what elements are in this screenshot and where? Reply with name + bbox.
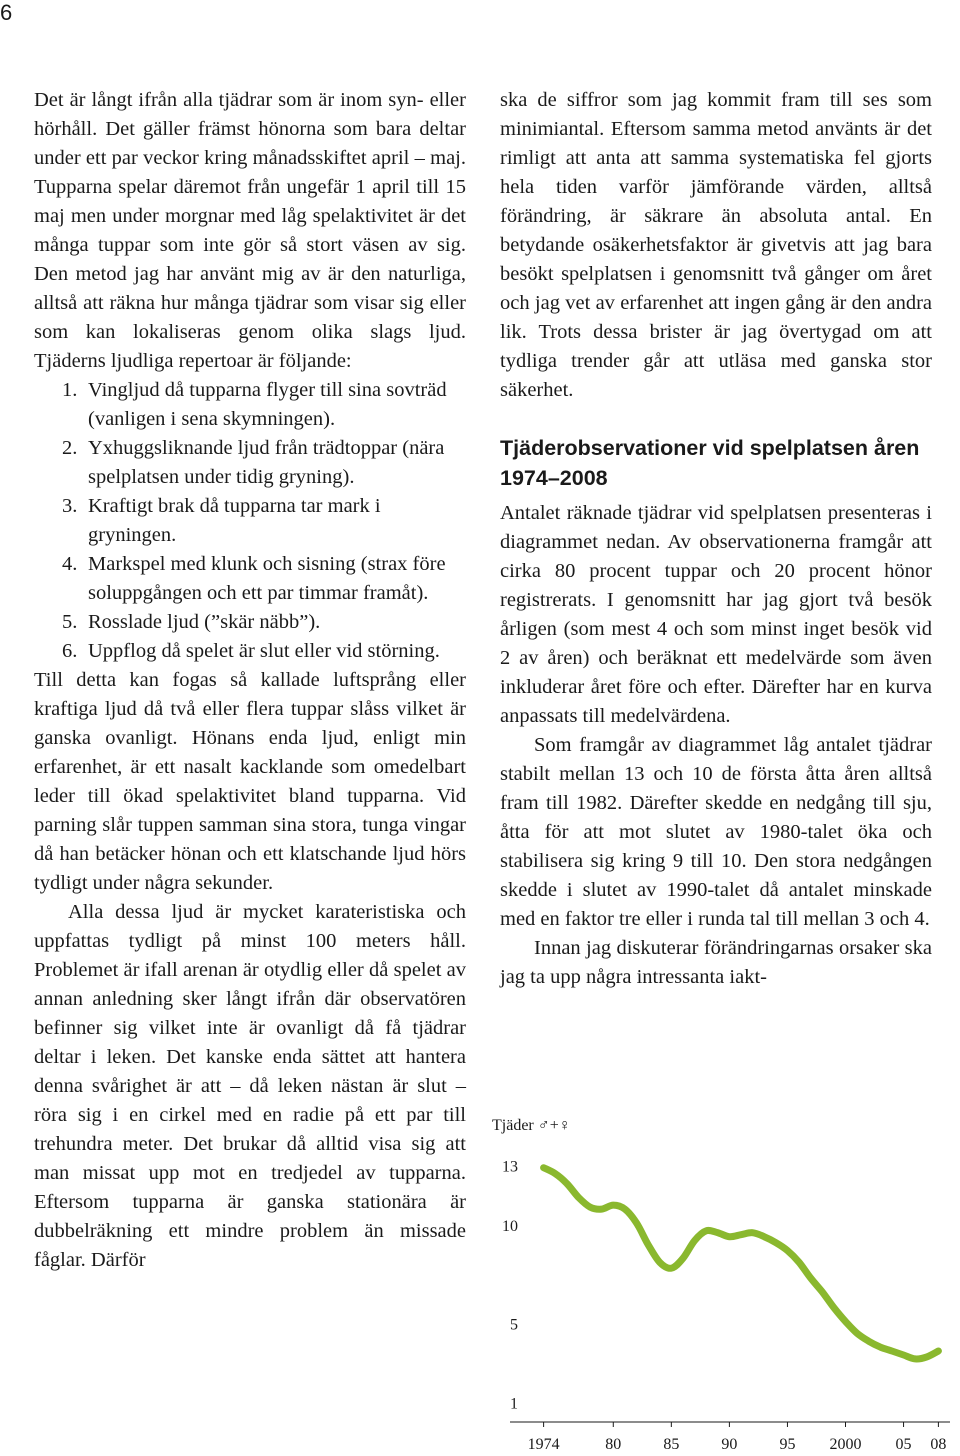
- list-item: [34, 434, 466, 492]
- list-text: Uppflog då spelet är slut eller vid störning.: [88, 640, 440, 662]
- body-paragraph: Alla dessa ljud är mycket karateristiska och uppfattas tydligt på minst 100 meters håll. Problemet är ifall arenan är otydlig eller då spelet av annan anledning sker långt ifrån där observatören befinner sig vilket inte är ovanligt då få tjädrar deltar i leken. Det kanske enda sättet att hantera denna svårighet är att – då leken nästan är slut – röra sig i en cirkel med en radie på ett par till trehundra meter. Det brukar då alltid visa sig att man missat upp mot en tredjedel av tupparna. Eftersom tupparna är ganska stationära är dubbelräkning ett mindre problem än missade fåglar. Därför: [34, 901, 466, 1271]
- grouse-count-chart: [488, 1108, 958, 1454]
- section-heading: Tjäderobservationer vid spelplatsen åren 1974–2008: [500, 436, 920, 490]
- x-tick-label: 1974: [527, 1436, 560, 1453]
- y-tick-label: 13: [502, 1158, 518, 1176]
- list-text: Markspel med klunk och sisning (strax före soluppgången och ett par timmar framåt).: [88, 553, 446, 604]
- list-text: Vingljud då tupparna flyger till sina sovträd (vanligen i sena skymningen).: [88, 379, 447, 430]
- x-tick-label: 2000: [829, 1436, 862, 1453]
- body-paragraph: Innan jag diskuterar förändringarnas orsaker ska jag ta upp några intressanta iakt-: [500, 937, 932, 988]
- left-column: [34, 86, 466, 1275]
- y-tick-label: 5: [510, 1316, 518, 1334]
- list-item: [34, 550, 466, 608]
- y-axis-label: Tjäder ♂+♀: [492, 1117, 571, 1134]
- list-item: [34, 492, 466, 550]
- y-tick-label: 1: [510, 1395, 518, 1413]
- list-text: Kraftigt brak då tupparna tar mark i gryningen.: [88, 495, 381, 546]
- list-number: 3.: [62, 495, 78, 517]
- body-paragraph: Antalet räknade tjädrar vid spelplatsen presenteras i diagrammet nedan. Av observationerna framgår att cirka 80 procent tuppar och 20 procent hönor registrerats. I genomsnitt har jag gjort två besök årligen (som mest 4 och som minst inget besök vid 2 av åren) och beräknat ett medelvärde som även inkluderar året före och efter. Därefter har en kurva anpassats till medelvärdena.: [500, 502, 932, 727]
- x-tick-label: 90: [721, 1436, 738, 1453]
- series-line: [544, 1168, 939, 1359]
- intro-paragraph: Det är långt ifrån alla tjädrar som är inom syn- eller hörhåll. Det gäller främst hönorna som bara deltar under ett par veckor kring månadsskiftet april – maj. Tupparna spelar däremot från ungefär 1 april till 15 maj men under morgnar med låg spelaktivitet är det många tuppar som inte gör så stort väsen av sig. Den metod jag har använt mig av är den naturliga, alltså att räkna hur många tjädrar som visar sig eller som kan lokaliseras genom olika slags ljud. Tjäderns ljudliga repertoar är följande:: [34, 89, 466, 372]
- list-number: 1.: [62, 379, 78, 401]
- list-item: [34, 608, 466, 637]
- list-number: 4.: [62, 553, 78, 575]
- list-text: Yxhuggsliknande ljud från trädtoppar (nära spelplatsen under tidig gryning).: [88, 437, 445, 488]
- x-tick-label: 95: [779, 1436, 796, 1453]
- list-item: [34, 637, 466, 666]
- x-tick-label: 05: [895, 1436, 912, 1453]
- right-column: [500, 86, 932, 992]
- body-paragraph: ska de siffror som jag kommit fram till ses som minimiantal. Eftersom samma metod använts är det rimligt att anta att samma systematiska fel gjorts hela tiden varför jämförande värden, alltså förändring, är säkrare än absoluta antal. En betydande osäkerhetsfaktor är givetvis att jag bara besökt spelplatsen i genomsnitt två gånger om året och jag vet av erfarenhet att ingen gång är den andra lik. Trots dessa brister är jag övertygad om att tydliga trender går att utläsa med ganska stor säkerhet.: [500, 89, 932, 401]
- list-number: 2.: [62, 437, 78, 459]
- list-number: 5.: [62, 611, 78, 633]
- list-number: 6.: [62, 640, 78, 662]
- page-number: 6: [0, 0, 13, 25]
- y-tick-label: 10: [502, 1217, 518, 1235]
- body-paragraph: Till detta kan fogas så kallade luftsprång eller kraftiga ljud då två eller flera tuppar slåss vilket är ganska ovanligt. Hönans enda ljud, enligt min erfarenhet, är ett nasalt kacklande som omedelbart leder till ökad spelaktivitet bland tupparna. Vid parning slår tuppen samman sina stora, tunga vingar då han betäcker hönan och ett klatschande ljud hörs tydligt under några sekunder.: [34, 669, 466, 894]
- list-text: Rosslade ljud (”skär näbb”).: [88, 611, 321, 633]
- list-item: [34, 376, 466, 434]
- chart-canvas: [488, 1108, 958, 1454]
- x-tick-label: 80: [605, 1436, 622, 1453]
- x-tick-label: 08: [930, 1436, 947, 1453]
- sound-list: [34, 376, 466, 666]
- x-tick-label: 85: [663, 1436, 680, 1453]
- body-paragraph: Som framgår av diagrammet låg antalet tjädrar stabilt mellan 13 och 10 de första åtta åren alltså fram till 1982. Därefter skedde en nedgång till sju, åtta för att mot slutet av 1980-talet öka och stabilisera sig kring 9 till 10. Den stora nedgången skedde i slutet av 1990-talet då antalet minskade med en faktor tre eller i runda tal till mellan 3 och 4.: [500, 734, 932, 930]
